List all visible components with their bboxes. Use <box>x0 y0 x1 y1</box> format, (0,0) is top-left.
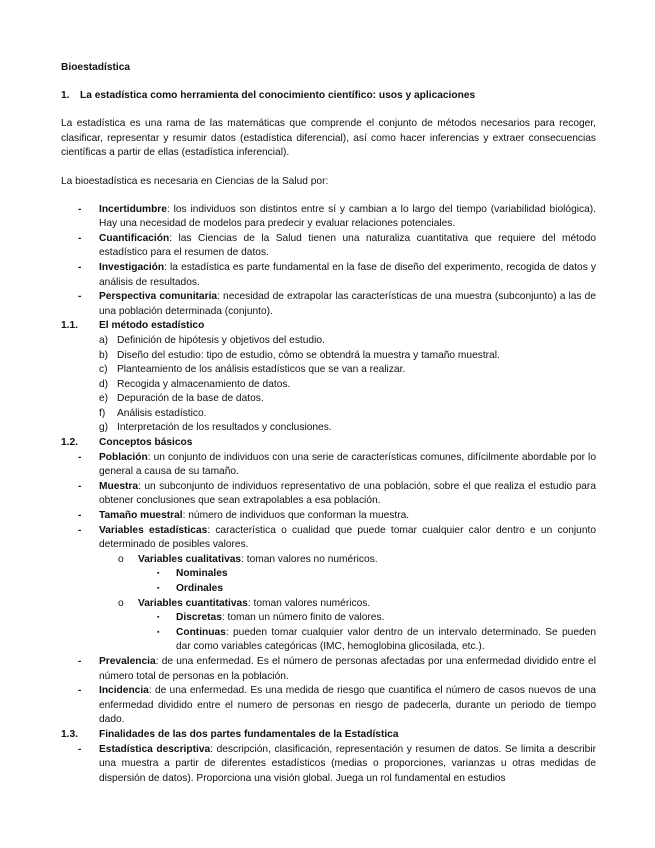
list-item <box>61 261 596 290</box>
term: Cuantificación <box>99 232 170 244</box>
term: Discretas <box>176 612 222 624</box>
alpha-marker: b) <box>99 349 109 361</box>
term: Variables estadísticas <box>99 524 208 536</box>
list-item <box>61 582 596 597</box>
section-1-1-number: 1.1. <box>61 320 78 332</box>
bullet-marker: - <box>78 685 82 697</box>
list-item <box>61 334 596 349</box>
definition: : descripción, clasificación, representación y resumen de datos. Se limita a describir una muestra a partir de diferentes estadísticos (medias o proporciones, varianzas u otras medidas de dispersión de datos). Proporciona una visión global. Juega un rol fundamental en estudios <box>99 743 597 784</box>
lead-paragraph: La bioestadística es necesaria en Ciencias de la Salud por: <box>61 175 329 187</box>
bullet-marker: - <box>78 524 82 536</box>
bullet-marker: - <box>78 655 82 667</box>
list-item <box>61 567 596 582</box>
definition: : toman un número finito de valores. <box>221 612 385 624</box>
section-1-2-title: Conceptos básicos <box>99 437 193 449</box>
bullet-marker: - <box>78 510 82 522</box>
circle-marker: o <box>118 597 124 609</box>
definition: : toman valores no numéricos. <box>241 553 378 565</box>
alpha-marker: g) <box>99 422 109 434</box>
list-item <box>61 480 596 509</box>
term: Incidencia <box>99 685 149 697</box>
bullet-marker: - <box>78 480 82 492</box>
list-item <box>61 743 596 787</box>
section-1-title: La estadística como herramienta del conocimiento científico: usos y aplicaciones <box>80 89 476 101</box>
section-1-2-heading <box>61 436 596 451</box>
square-marker: ▪ <box>157 628 160 636</box>
definition: : de una enfermedad. Es una medida de riesgo que cuantifica el número de casos nuevos de una enfermedad dividido entre el numero de personas en riesgo de padecerla, durante un periodo de tiempo dado. <box>99 685 596 726</box>
term: Estadística descriptiva <box>99 743 211 755</box>
definition: : un conjunto de individuos con una serie de características comunes, difícilmente abordable por lo general a causa de su tamaño. <box>99 451 596 478</box>
list-item <box>61 421 596 436</box>
step-text: Interpretación de los resultados y conclusiones. <box>117 422 332 434</box>
list-item <box>61 553 596 568</box>
term: Perspectiva comunitaria <box>99 291 218 303</box>
list-item <box>61 611 596 626</box>
bullet-marker: - <box>78 232 82 244</box>
definition: : un subconjunto de individuos representativo de una población, sobre el que realiza el estudio para obtener conclusiones que sean extrapolables a esa población. <box>99 480 596 507</box>
square-marker: ▪ <box>157 585 160 592</box>
definition: : las Ciencias de la Salud tienen una naturaliza cuantitativa que requiere del método estadístico para el resumen de datos. <box>99 232 596 259</box>
list-item <box>61 378 596 393</box>
section-1-2-number: 1.2. <box>61 437 78 449</box>
list-item <box>61 597 596 612</box>
bullet-marker: - <box>78 743 82 755</box>
definition: : número de individuos que conforman la muestra. <box>182 510 410 522</box>
bullet-marker: - <box>78 261 82 273</box>
list-item <box>61 363 596 378</box>
intro-paragraph: La estadística es una rama de las matemáticas que comprende el conjunto de métodos necesarios para recoger, clasificar, representar y resumir datos (estadística diferencial), así como hacer inferencias y extraer consecuencias científicas a partir de ellas (estadística inferencial). <box>61 118 596 159</box>
alpha-marker: a) <box>99 334 109 346</box>
list-item <box>61 392 596 407</box>
list-item <box>61 407 596 422</box>
section-1-3-heading <box>61 728 596 743</box>
section-1-3-number: 1.3. <box>61 728 78 740</box>
definition: : característica o cualidad que puede tomar cualquier calor dentro e un conjunto determinado de posibles valores. <box>99 524 596 551</box>
term: Tamaño muestral <box>99 510 183 522</box>
bullet-marker: - <box>78 451 82 463</box>
term: Investigación <box>99 261 165 273</box>
term: Incertidumbre <box>99 203 167 215</box>
alpha-marker: e) <box>99 393 109 405</box>
list-item <box>61 232 596 261</box>
term: Población <box>99 451 148 463</box>
step-text: Planteamiento de los análisis estadísticos que se van a realizar. <box>117 364 406 376</box>
step-text: Análisis estadístico. <box>117 407 207 419</box>
term: Continuas <box>176 626 226 638</box>
section-1-1-heading <box>61 319 596 334</box>
section-1-heading <box>61 89 596 104</box>
term: Muestra <box>99 480 139 492</box>
term: Variables cuantitativas <box>138 597 248 609</box>
section-1-number: 1. <box>61 89 70 101</box>
square-marker: ▪ <box>157 570 160 578</box>
alpha-marker: c) <box>99 364 108 376</box>
definition: : pueden tomar cualquier valor dentro de un intervalo determinado. Se pueden dar como variables categóricas (IMC, hemoglobina glicosilada, etc.). <box>176 626 596 653</box>
alpha-marker: d) <box>99 378 109 390</box>
list-item <box>61 684 596 728</box>
document-page <box>61 61 596 786</box>
step-text: Diseño del estudio: tipo de estudio, cómo se obtendrá la muestra y tamaño muestral. <box>117 349 500 361</box>
list-item <box>61 509 596 524</box>
list-item <box>61 349 596 364</box>
definition: : los individuos son distintos entre sí y cambian a lo largo del tiempo (variabilidad biológica). Hay una necesidad de modelos para predecir y evaluar relaciones potenciales. <box>99 203 596 230</box>
list-item <box>61 290 596 319</box>
list-item <box>61 524 596 553</box>
list-item <box>61 655 596 684</box>
definition: : toman valores numéricos. <box>247 597 371 609</box>
circle-marker: o <box>118 553 124 565</box>
alpha-marker: f) <box>99 407 106 419</box>
list-item <box>61 451 596 480</box>
list-item <box>61 203 596 232</box>
step-text: Recogida y almacenamiento de datos. <box>117 378 291 390</box>
step-text: Definición de hipótesis y objetivos del estudio. <box>117 334 325 346</box>
term: Nominales <box>176 568 228 580</box>
definition: : la estadística es parte fundamental en la fase de diseño del experimento, recogida de datos y análisis de resultados. <box>99 261 596 288</box>
term: Variables cualitativas <box>138 553 242 565</box>
term: Prevalencia <box>99 655 156 667</box>
section-1-1-title: El método estadístico <box>99 320 205 332</box>
section-1-3-title: Finalidades de las dos partes fundamentales de la Estadística <box>99 728 399 740</box>
square-marker: ▪ <box>157 614 160 622</box>
definition: : necesidad de extrapolar las características de una muestra (subconjunto) a las de una población determinada (conjunto). <box>99 291 596 317</box>
definition: : de una enfermedad. Es el número de personas afectadas por una enfermedad dividido entre el número total de personas en la población. <box>99 655 596 682</box>
document-title: Bioestadística <box>61 62 131 73</box>
list-item <box>61 626 596 655</box>
bullet-marker: - <box>78 203 82 215</box>
step-text: Depuración de la base de datos. <box>117 393 264 405</box>
bullet-marker: - <box>78 291 82 303</box>
term: Ordinales <box>176 583 223 594</box>
